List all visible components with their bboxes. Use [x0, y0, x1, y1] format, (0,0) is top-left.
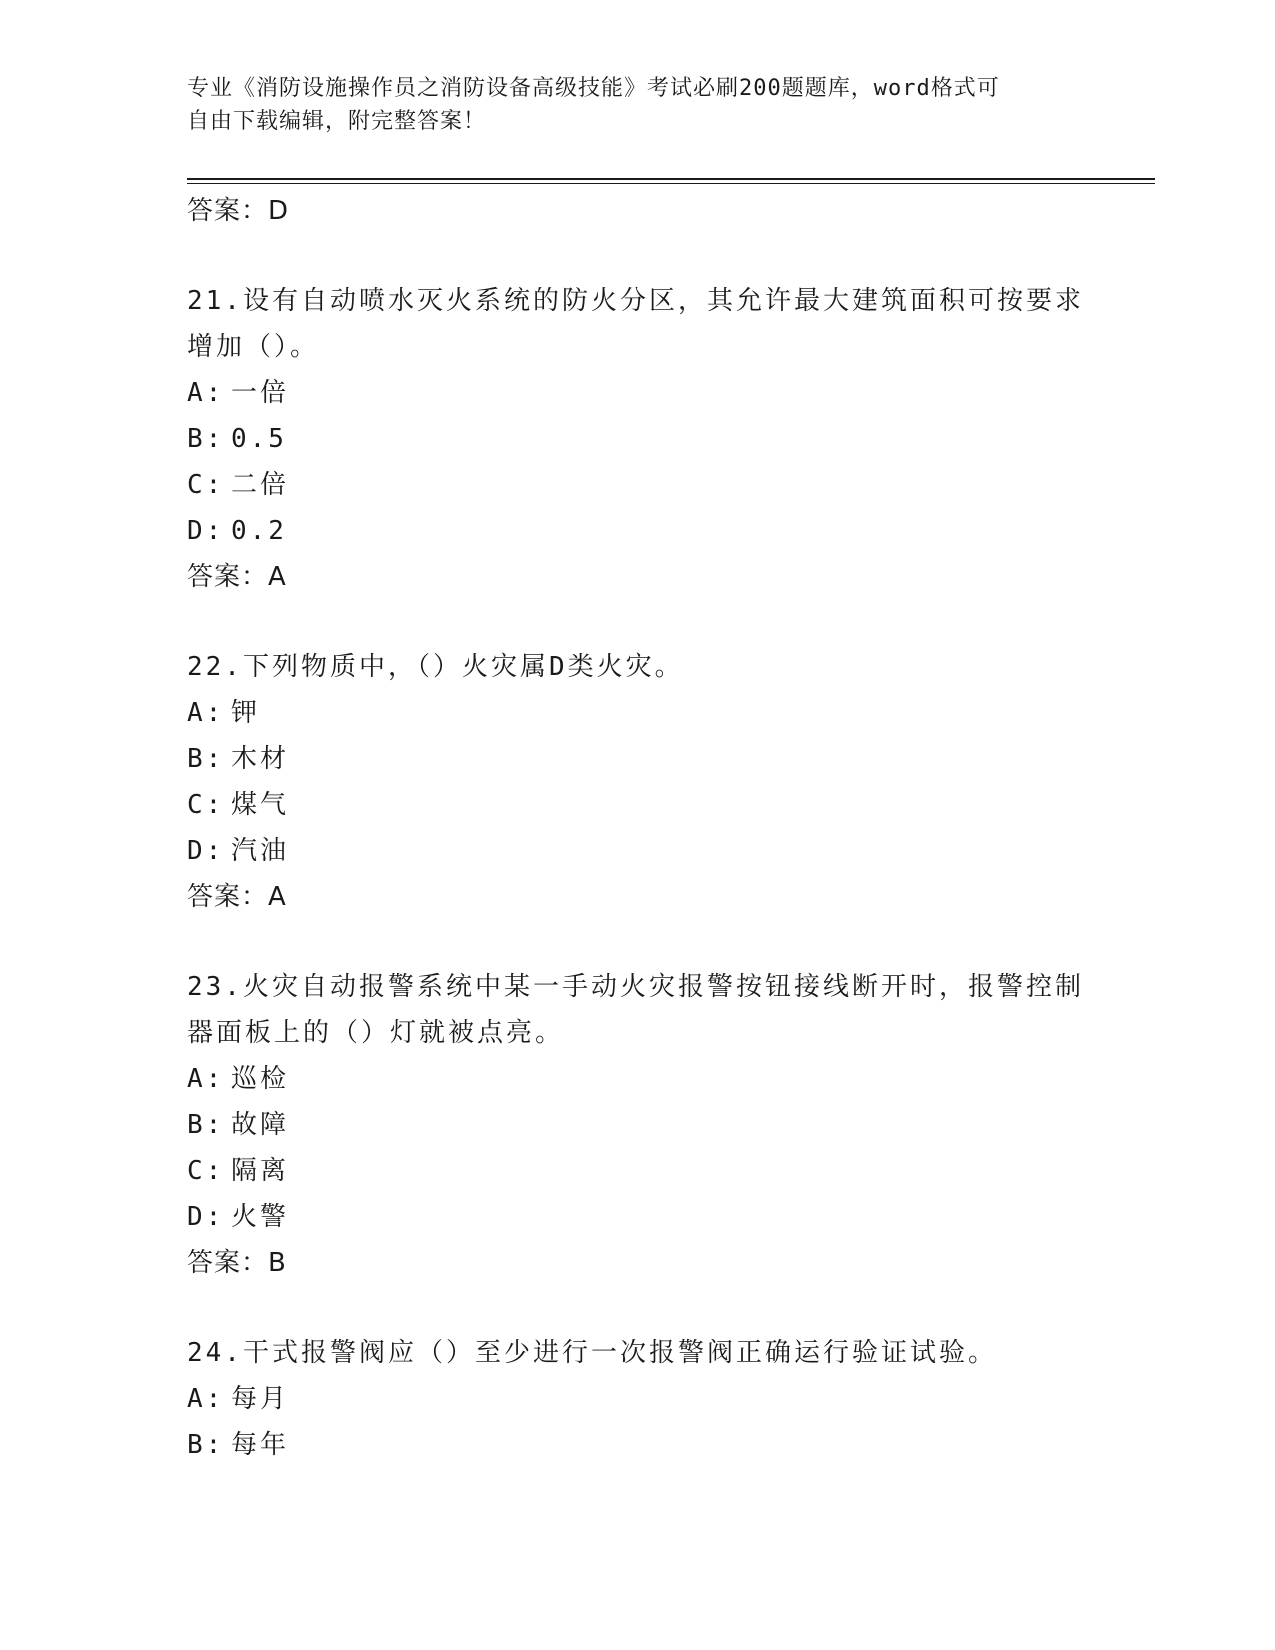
option-letter: D:: [187, 1202, 225, 1232]
option-text: 隔离: [231, 1156, 290, 1186]
option-a: [187, 370, 1087, 416]
option-letter: A:: [187, 1384, 225, 1414]
document-body: [187, 188, 1087, 1468]
question-stem: 24.干式报警阀应（）至少进行一次报警阀正确运行验证试验。: [187, 1338, 997, 1368]
option-text: 0.5: [231, 424, 287, 454]
question-block: [187, 278, 1087, 600]
option-text: 煤气: [231, 790, 290, 820]
option-text: 巡检: [231, 1064, 290, 1094]
option-text: 二倍: [231, 470, 290, 500]
header-divider-thin: [187, 183, 1155, 184]
question-stem: 23.火灾自动报警系统中某一手动火灾报警按钮接线断开时，报警控制器面板上的（）灯就被点亮。: [187, 972, 1084, 1048]
option-c: [187, 782, 1087, 828]
option-text: 汽油: [231, 836, 290, 866]
option-text: 木材: [231, 744, 290, 774]
option-letter: D:: [187, 836, 225, 866]
option-text: 火警: [231, 1202, 290, 1232]
option-a: [187, 1056, 1087, 1102]
question-stem: 21.设有自动喷水灭火系统的防火分区，其允许最大建筑面积可按要求增加（）。: [187, 286, 1084, 362]
document-header: [187, 72, 1087, 138]
option-text: 钾: [231, 698, 261, 728]
option-b: [187, 736, 1087, 782]
option-letter: C:: [187, 790, 225, 820]
option-letter: A:: [187, 1064, 225, 1094]
option-d: [187, 508, 1087, 554]
option-a: [187, 1376, 1087, 1422]
question-block: [187, 1330, 1087, 1468]
question-block: [187, 644, 1087, 920]
header-line-1: 专业《消防设施操作员之消防设备高级技能》考试必刷200题题库，word格式可: [187, 76, 1000, 101]
option-c: [187, 462, 1087, 508]
option-letter: B:: [187, 744, 225, 774]
option-letter: D:: [187, 516, 225, 546]
option-d: [187, 828, 1087, 874]
answer-line: 答案：A: [187, 562, 287, 592]
answer-line: 答案：A: [187, 882, 287, 912]
option-text: 每年: [231, 1430, 290, 1460]
option-letter: B:: [187, 1110, 225, 1140]
question-block: [187, 964, 1087, 1286]
option-text: 每月: [231, 1384, 290, 1414]
option-b: [187, 1422, 1087, 1468]
header-divider-thick: [187, 178, 1155, 180]
option-c: [187, 1148, 1087, 1194]
option-a: [187, 690, 1087, 736]
option-text: 故障: [231, 1110, 290, 1140]
header-line-2: 自由下载编辑，附完整答案！: [187, 109, 487, 134]
question-stem: 22.下列物质中，（）火灾属D类火灾。: [187, 652, 684, 682]
option-letter: A:: [187, 698, 225, 728]
answer-line: 答案：D: [187, 196, 290, 226]
option-b: [187, 1102, 1087, 1148]
option-text: 一倍: [231, 378, 290, 408]
option-text: 0.2: [231, 516, 287, 546]
option-letter: B:: [187, 1430, 225, 1460]
option-d: [187, 1194, 1087, 1240]
option-letter: A:: [187, 378, 225, 408]
option-letter: C:: [187, 1156, 225, 1186]
answer-line: 答案：B: [187, 1248, 287, 1278]
option-b: [187, 416, 1087, 462]
option-letter: C:: [187, 470, 225, 500]
option-letter: B:: [187, 424, 225, 454]
